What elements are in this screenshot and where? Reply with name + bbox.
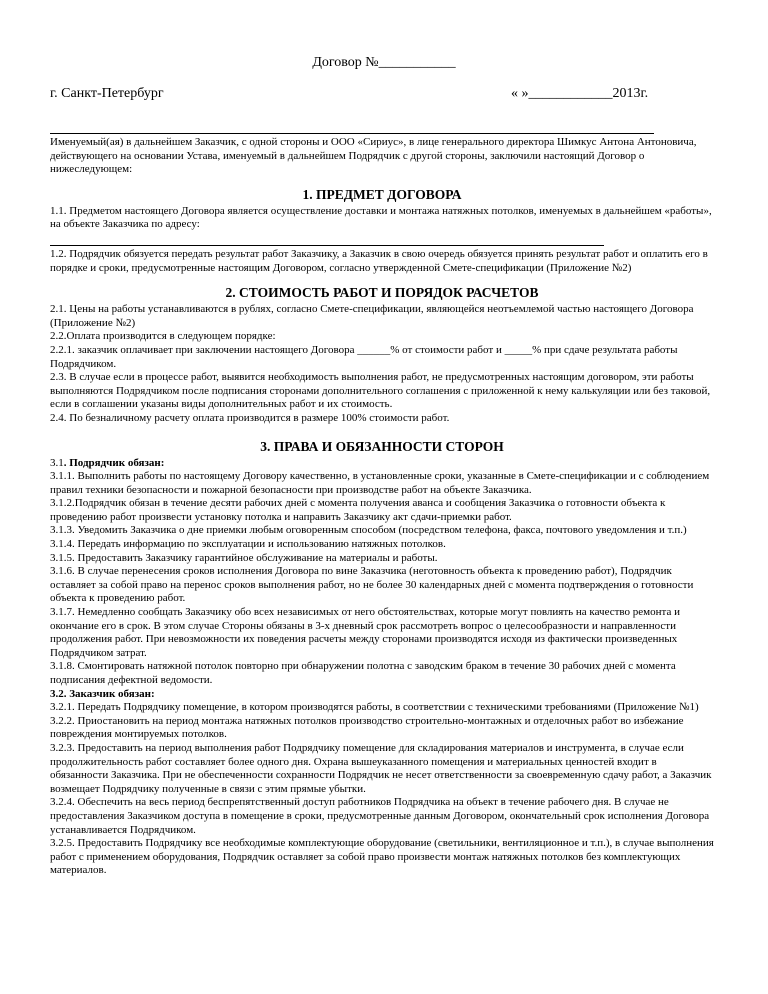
- clause-3-1-3: 3.1.3. Уведомить Заказчика о дне приемки любым оговоренным способом (посредством телефона, факса, почтового уведомления и т.п.): [50, 524, 687, 537]
- clause-2-4: 2.4. По безналичному расчету оплата производится в размере 100% стоимости работ.: [50, 411, 450, 424]
- clause-2-2: 2.2.Оплата производится в следующем порядке:: [50, 330, 276, 343]
- clause-3-2-4: 3.2.4. Обеспечить на весь период беспрепятственный доступ работников Подрядчика на объект в течение рабочего дня. В случае не предоставления Заказчиком доступа в помещение в сроки, предусмотренные данным Договором, окончательный срок исполнения Договора устанавливается Подрядчиком.: [50, 796, 710, 836]
- clause-1-2: 1.2. Подрядчик обязуется передать результат работ Заказчику, а Заказчик в свою очередь обязуется принять результат работ и оплатить его в порядке и сроки, предусмотренные настоящим Договором, согласно утвержденной Смете-спецификации (Приложение №2): [50, 247, 708, 274]
- clause-2-2-1: 2.2.1. заказчик оплачивает при заключении настоящего Договора ______% от стоимости работ и _____% при сдаче результата работы Подрядчиком.: [50, 343, 678, 370]
- contract-body: [50, 136, 714, 878]
- section-3-heading: 3. ПРАВА И ОБЯЗАННОСТИ СТОРОН: [260, 438, 504, 454]
- clause-3-1-1: 3.1.1. Выполнить работы по настоящему Договору качественно, в установленные сроки, указанные в Смете-спецификации и с соблюдением правил техники безопасности и пожарной безопасности при производстве работ на объекте Заказчика.: [50, 470, 710, 496]
- clause-3-2-5: 3.2.5. Предоставить Подрядчику все необходимые комплектующие оборудование (светильники, вентиляционное и т.п.), в случае выполнения работ с применением оборудования, Подрядчик оставляет за собой право произвести монтаж натяжных потолков без комплектующих материалов.: [50, 837, 714, 877]
- section-2-heading: 2. СТОИМОСТЬ РАБОТ И ПОРЯДОК РАСЧЕТОВ: [225, 285, 539, 301]
- clause-3-1-number: 3.1: [50, 456, 64, 469]
- preamble: Именуемый(ая) в дальнейшем Заказчик, с одной стороны и ООО «Сириус», в лице генерального директора Шимкус Антона Антоновича, действующего на основании Устава, именуемый в дальнейшем Подрядчик с другой стороны, заключили настоящий Договор о нижеследующем:: [50, 136, 697, 176]
- clause-3-1-title: [50, 457, 714, 471]
- section-1-heading: 1. ПРЕДМЕТ ДОГОВОРА: [302, 186, 462, 202]
- contract-city: г. Санкт-Петербург: [50, 86, 164, 101]
- clause-3-2-2: 3.2.2. Приостановить на период монтажа натяжных потолков производство строительно-монтажных и отделочных работ во избежание повреждения монтируемых потолков.: [50, 714, 684, 741]
- clause-3-2-1: 3.2.1. Передать Подрядчику помещение, в котором производятся работы, в соответствии с техническими требованиями (Приложение №1): [50, 701, 699, 714]
- clause-3-2-3: 3.2.3. Предоставить на период выполнения работ Подрядчику помещение для складирования материалов и инструмента, в случае если продолжительность работ составляет более одного дня. Охрана вышеуказанного помещения и материальных ценностей входит в обязанности Заказчика. При не обеспеченности сохранности Подрядчик не несет ответственности за своевременную сдачу работ, а Заказчик возмещает Подрядчику полученные в связи с этим прямые убытки.: [50, 741, 712, 795]
- party-name-line: [50, 133, 654, 134]
- clause-3-1-4: 3.1.4. Передать информацию по эксплуатации и использованию натяжных потолков.: [50, 538, 446, 551]
- clause-2-1: 2.1. Цены на работы устанавливаются в рублях, согласно Смете-спецификации, являющейся неотъемлемой частью настоящего Договора (Приложение №2): [50, 303, 694, 329]
- clause-3-1-5: 3.1.5. Предоставить Заказчику гарантийное обслуживание на материалы и работы.: [50, 551, 438, 564]
- clause-3-1-6: 3.1.6. В случае перенесения сроков исполнения Договора по вине Заказчика (неготовность объекта к проведению работ), Подрядчик оставляет за собой право на перенос сроков выполнения работ, но не более 30 календарных дней с момента подтверждения о готовности объекта к проведению работ.: [50, 565, 694, 605]
- clause-2-3: 2.3. В случае если в процессе работ, выявится необходимость выполнения работ, не предусмотренных настоящим договором, эти работы выполняются Подрядчиком после подписания сторонами дополнительного соглашения с приложенной к нему калькуляции или без таковой, если в соглашении указаны виды дополнительных работ и их стоимость.: [50, 371, 711, 411]
- clause-3-1-8: 3.1.8. Смонтировать натяжной потолок повторно при обнаружении полотна с заводским браком в течение 30 рабочих дней с момента подписания дефектной ведомости.: [50, 660, 676, 686]
- contract-date: « »____________2013г.: [511, 86, 649, 101]
- address-blank-line: [50, 232, 604, 246]
- clause-3-1-heading: . Подрядчик обязан:: [63, 456, 165, 469]
- contract-title: Договор №___________: [312, 55, 456, 70]
- clause-1-1: 1.1. Предметом настоящего Договора является осуществление доставки и монтажа натяжных потолков, именуемых в дальнейшем «работы», на объекте Заказчика по адресу:: [50, 204, 712, 231]
- clause-3-1-2: 3.1.2.Подрядчик обязан в течение десяти рабочих дней с момента получения аванса и сообщения Заказчика о готовности объекта к проведению работ произвести установку потолка и направить Заказчику акт сдачи-приемки работ.: [50, 497, 666, 523]
- clause-3-2-title: [50, 688, 714, 702]
- clause-3-1-7: 3.1.7. Немедленно сообщать Заказчику обо всех независимых от него обстоятельствах, которые могут повлиять на качество ремонта и окончание его в срок. В этом случае Стороны обязаны в 3-х дневный срок рассмотреть вопрос о целесообразности и направленности продолжения работ. При невозможности их поведения расчеты между сторонами производятся исходя из фактически произведенных Подрядчиком затрат.: [50, 606, 680, 659]
- clause-3-2-heading: 3.2. Заказчик обязан:: [50, 687, 155, 700]
